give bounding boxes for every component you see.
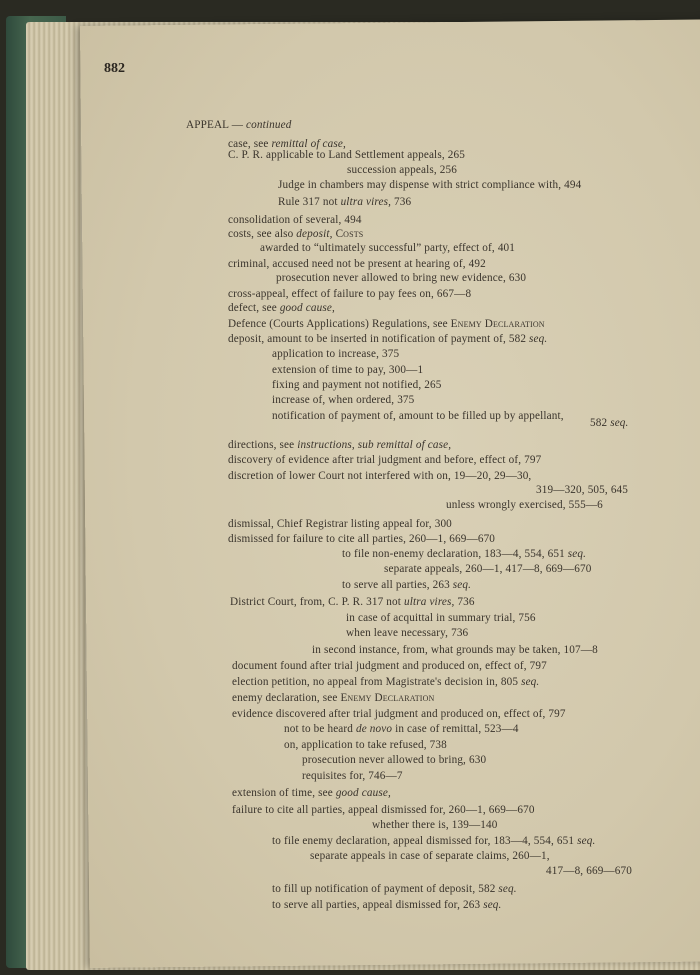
index-entry: dismissal, Chief Registrar listing appeal for, 300 xyxy=(228,518,452,530)
index-entry: Judge in chambers may dispense with strict compliance with, 494 xyxy=(278,179,582,191)
index-entry: separate appeals in case of separate claims, 260—1, xyxy=(310,850,550,862)
index-entry: to file enemy declaration, appeal dismissed for, 183—4, 554, 651 seq. xyxy=(272,835,596,847)
index-entry: criminal, accused need not be present at hearing of, 492 xyxy=(228,258,486,270)
page-number: 882 xyxy=(104,61,125,76)
index-entry: deposit, amount to be inserted in notification of payment of, 582 seq. xyxy=(228,333,548,345)
index-entry: C. P. R. applicable to Land Settlement appeals, 265 xyxy=(228,149,465,161)
index-entry: notification of payment of, amount to be filled up by appellant, xyxy=(272,410,564,422)
index-entry: increase of, when ordered, 375 xyxy=(272,394,415,406)
index-entry: when leave necessary, 736 xyxy=(346,627,469,639)
index-entry: evidence discovered after trial judgment and produced on, effect of, 797 xyxy=(232,708,566,720)
index-entry: in case of acquittal in summary trial, 756 xyxy=(346,612,536,624)
index-entry: failure to cite all parties, appeal dismissed for, 260—1, 669—670 xyxy=(232,804,535,816)
index-entry: 319—320, 505, 645 xyxy=(536,484,629,496)
index-entry: 582 seq. xyxy=(590,417,629,429)
index-entry: Rule 317 not ultra vires, 736 xyxy=(278,196,412,208)
index-entry: extension of time to pay, 300—1 xyxy=(272,364,424,376)
index-entry: cross-appeal, effect of failure to pay fees on, 667—8 xyxy=(228,288,472,300)
index-entry: case, see remittal of case, xyxy=(228,138,346,150)
index-heading: APPEAL — continued xyxy=(186,119,292,131)
index-entry: on, application to take refused, 738 xyxy=(284,739,447,751)
index-entry: defect, see good cause, xyxy=(228,302,335,314)
index-entry: District Court, from, C. P. R. 317 not ultra vires, 736 xyxy=(230,596,475,608)
index-entry: whether there is, 139—140 xyxy=(372,819,498,831)
index-entry: 417—8, 669—670 xyxy=(546,865,633,877)
index-entry: prosecution never allowed to bring, 630 xyxy=(302,754,487,766)
index-entry: requisites for, 746—7 xyxy=(302,770,403,782)
index-entry: extension of time, see good cause, xyxy=(232,787,391,799)
index-entry: application to increase, 375 xyxy=(272,348,400,360)
index-entry: to serve all parties, 263 seq. xyxy=(342,579,472,591)
index-entry: consolidation of several, 494 xyxy=(228,214,362,226)
index-entry: to fill up notification of payment of deposit, 582 seq. xyxy=(272,883,517,895)
index-entry: separate appeals, 260—1, 417—8, 669—670 xyxy=(384,563,592,575)
index-entry: fixing and payment not notified, 265 xyxy=(272,379,442,391)
index-entry: in second instance, from, what grounds may be taken, 107—8 xyxy=(312,644,598,656)
index-entry: costs, see also deposit, Costs xyxy=(228,228,364,240)
index-entry: to file non-enemy declaration, 183—4, 554, 651 seq. xyxy=(342,548,587,560)
index-entry: unless wrongly exercised, 555—6 xyxy=(446,499,603,511)
index-entry: document found after trial judgment and produced on, effect of, 797 xyxy=(232,660,547,672)
index-entry: awarded to “ultimately successful” party, effect of, 401 xyxy=(260,242,516,254)
index-entry: succession appeals, 256 xyxy=(347,164,458,176)
index-entry: enemy declaration, see Enemy Declaration xyxy=(232,692,435,704)
index-entry: Defence (Courts Applications) Regulations, see Enemy Declaration xyxy=(228,318,545,330)
index-entry: discretion of lower Court not interfered with on, 19—20, 29—30, xyxy=(228,470,532,482)
index-entry: election petition, no appeal from Magistrate's decision in, 805 seq. xyxy=(232,676,540,688)
index-entry: dismissed for failure to cite all parties, 260—1, 669—670 xyxy=(228,533,496,545)
index-entry: prosecution never allowed to bring new evidence, 630 xyxy=(276,272,527,284)
index-entry: to serve all parties, appeal dismissed for, 263 seq. xyxy=(272,899,502,911)
index-entry: directions, see instructions, sub remittal of case, xyxy=(228,439,452,451)
index-entry: not to be heard de novo in case of remittal, 523—4 xyxy=(284,723,519,735)
index-entry: discovery of evidence after trial judgment and before, effect of, 797 xyxy=(228,454,542,466)
